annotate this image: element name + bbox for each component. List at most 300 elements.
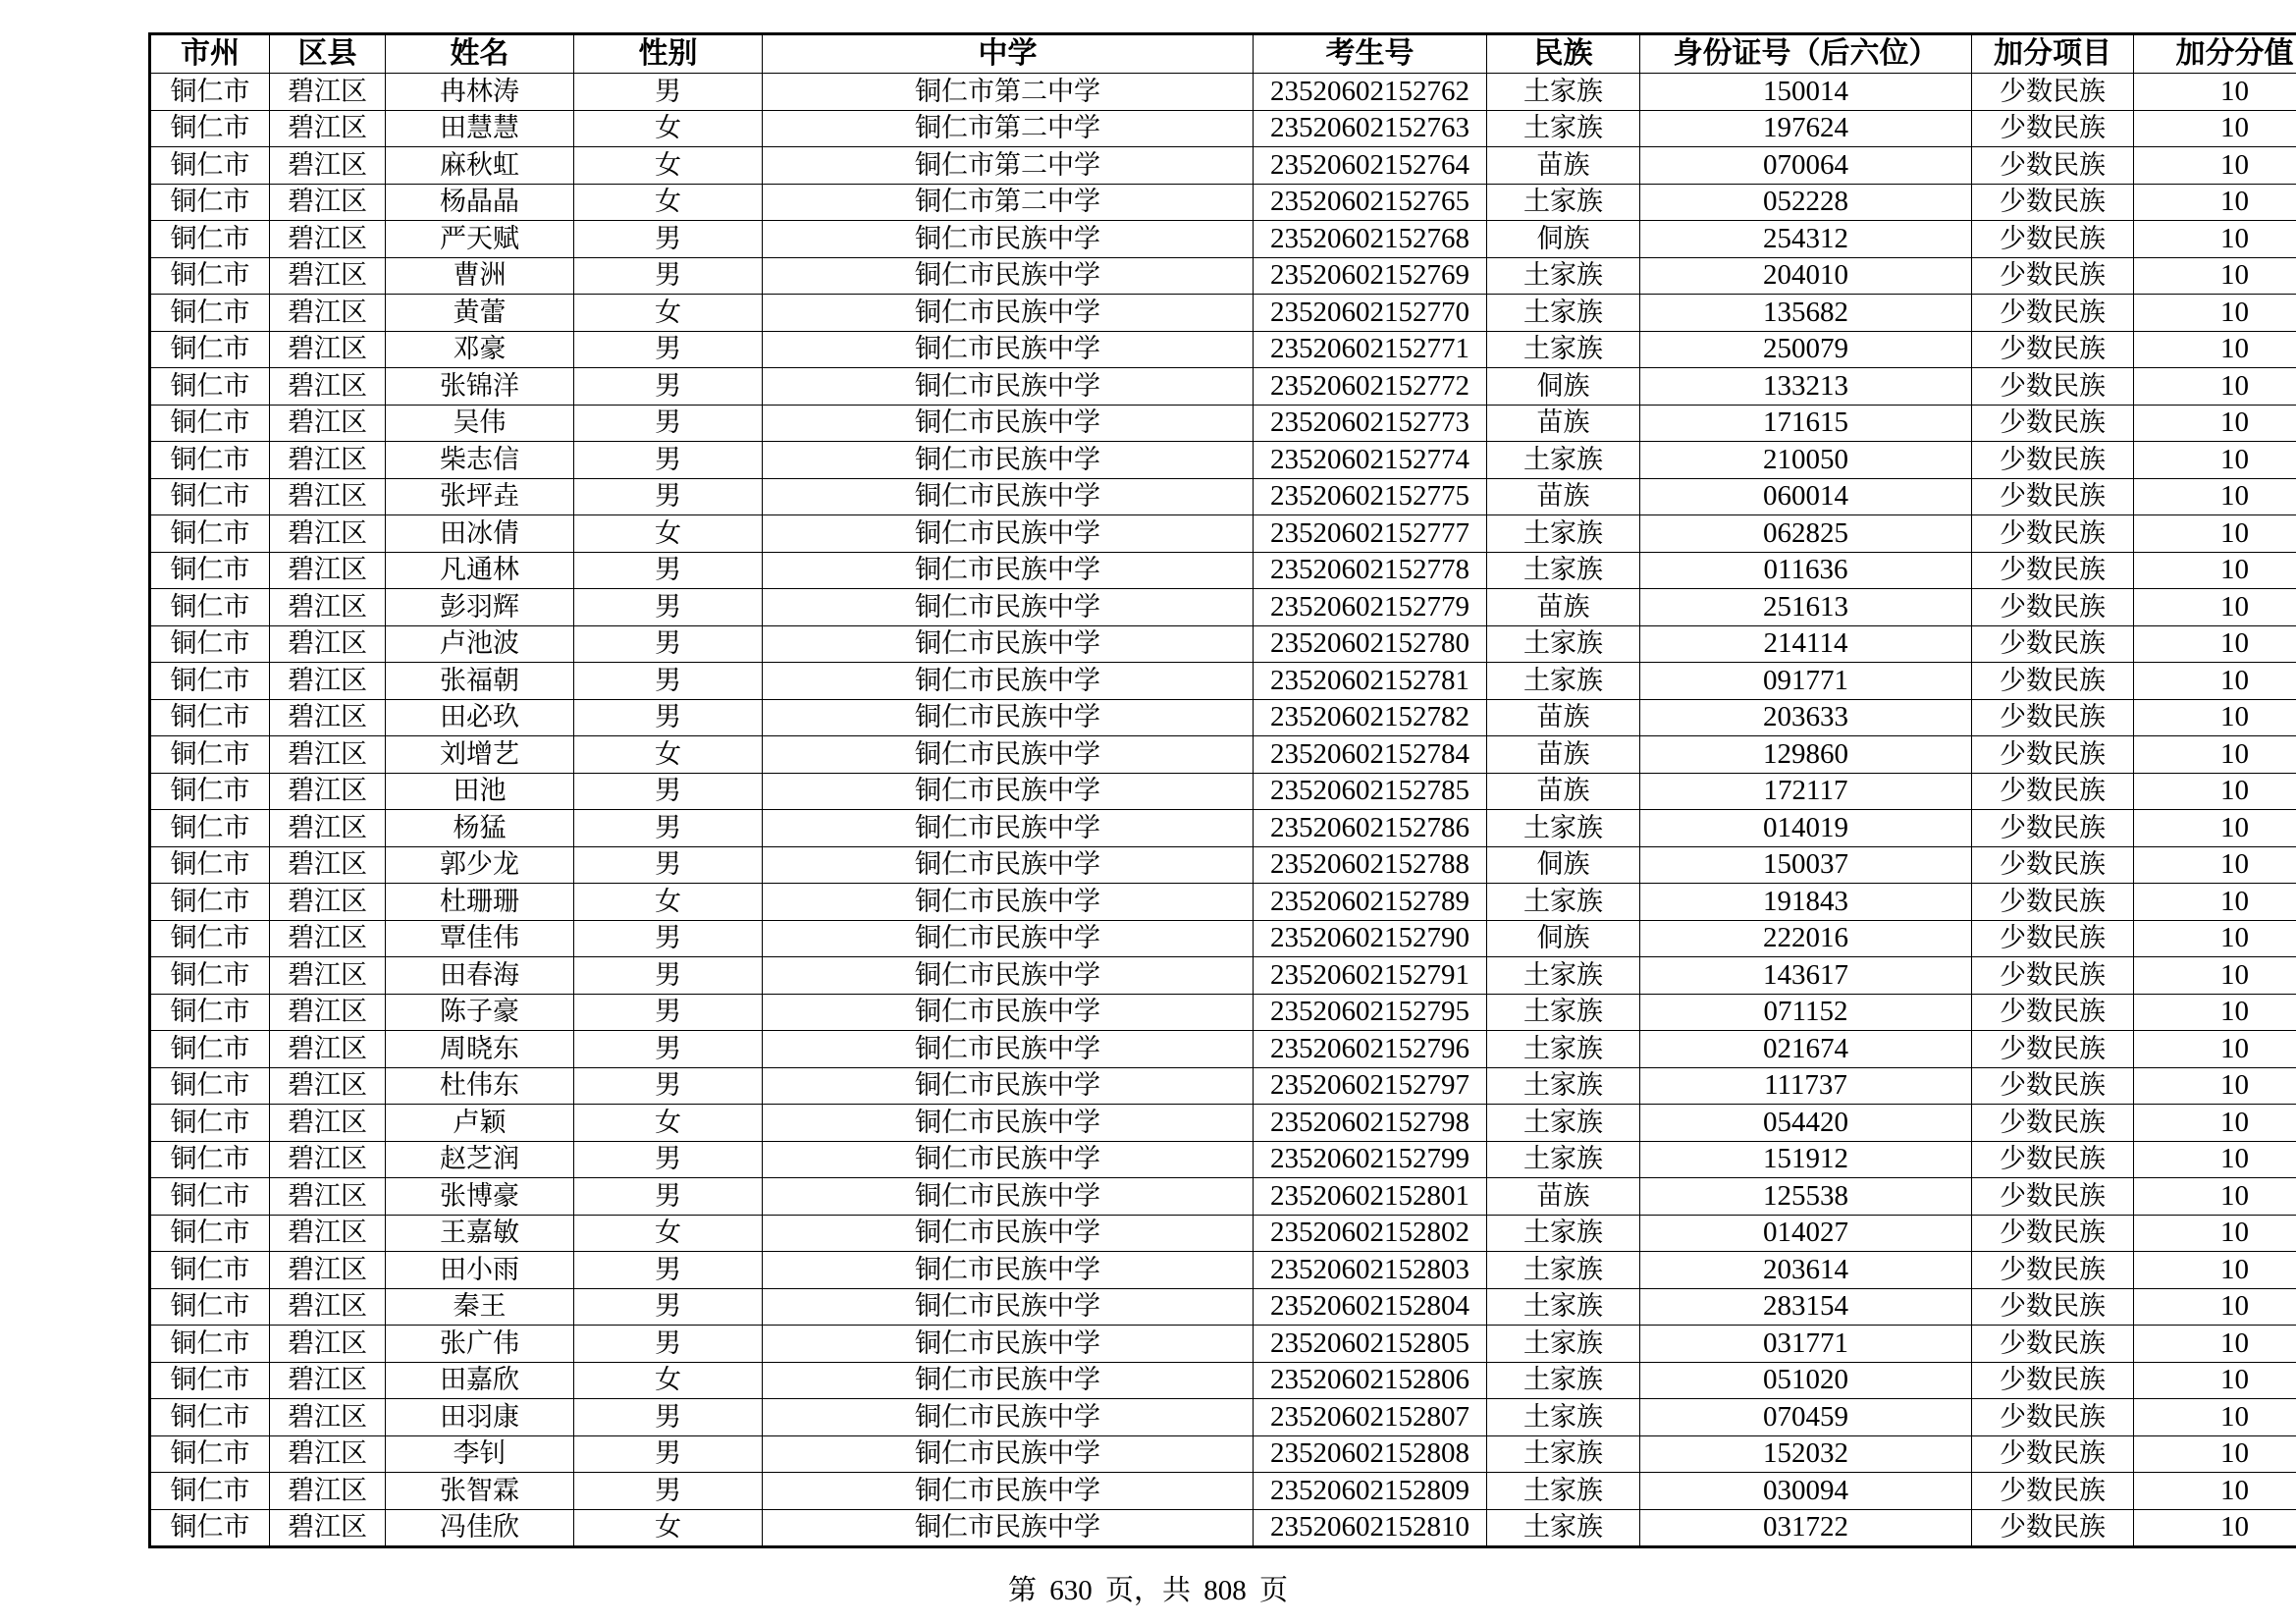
cell-district: 碧江区 — [270, 699, 386, 736]
cell-district: 碧江区 — [270, 1288, 386, 1326]
cell-city: 铜仁市 — [150, 1031, 270, 1068]
cell-school: 铜仁市民族中学 — [763, 994, 1254, 1031]
cell-name: 凡通林 — [386, 552, 574, 589]
cell-ethnicity: 苗族 — [1487, 736, 1640, 774]
cell-exam-number: 23520602152781 — [1254, 663, 1487, 700]
cell-gender: 女 — [574, 1509, 763, 1547]
cell-bonus-item: 少数民族 — [1972, 1178, 2134, 1216]
cell-id-last-six: 031771 — [1640, 1326, 1972, 1363]
table-row — [150, 1178, 2296, 1216]
cell-bonus-item: 少数民族 — [1972, 515, 2134, 553]
cell-exam-number: 23520602152762 — [1254, 74, 1487, 111]
cell-bonus-item: 少数民族 — [1972, 957, 2134, 995]
cell-district: 碧江区 — [270, 736, 386, 774]
cell-id-last-six: 051020 — [1640, 1362, 1972, 1399]
cell-name: 邓豪 — [386, 331, 574, 368]
cell-exam-number: 23520602152789 — [1254, 884, 1487, 921]
cell-school: 铜仁市民族中学 — [763, 699, 1254, 736]
cell-exam-number: 23520602152778 — [1254, 552, 1487, 589]
cell-id-last-six: 152032 — [1640, 1435, 1972, 1473]
cell-city: 铜仁市 — [150, 884, 270, 921]
cell-district: 碧江区 — [270, 884, 386, 921]
cell-city: 铜仁市 — [150, 1509, 270, 1547]
cell-bonus-item: 少数民族 — [1972, 368, 2134, 406]
cell-bonus-value: 10 — [2134, 74, 2296, 111]
cell-district: 碧江区 — [270, 368, 386, 406]
cell-id-last-six: 021674 — [1640, 1031, 1972, 1068]
cell-ethnicity: 土家族 — [1487, 1435, 1640, 1473]
cell-gender: 男 — [574, 1031, 763, 1068]
cell-ethnicity: 土家族 — [1487, 515, 1640, 553]
cell-exam-number: 23520602152791 — [1254, 957, 1487, 995]
cell-bonus-item: 少数民族 — [1972, 846, 2134, 884]
cell-gender: 男 — [574, 663, 763, 700]
cell-district: 碧江区 — [270, 663, 386, 700]
cell-name: 田必玖 — [386, 699, 574, 736]
cell-district: 碧江区 — [270, 920, 386, 957]
cell-gender: 女 — [574, 184, 763, 221]
cell-school: 铜仁市民族中学 — [763, 368, 1254, 406]
table-row — [150, 405, 2296, 442]
cell-bonus-value: 10 — [2134, 1252, 2296, 1289]
cell-district: 碧江区 — [270, 1178, 386, 1216]
header-bonus-value: 加分分值 — [2134, 34, 2296, 74]
header-gender: 性别 — [574, 34, 763, 74]
cell-name: 田嘉欣 — [386, 1362, 574, 1399]
cell-exam-number: 23520602152771 — [1254, 331, 1487, 368]
cell-exam-number: 23520602152780 — [1254, 625, 1487, 663]
cell-bonus-item: 少数民族 — [1972, 1141, 2134, 1178]
table-row — [150, 1326, 2296, 1363]
cell-id-last-six: 129860 — [1640, 736, 1972, 774]
cell-bonus-value: 10 — [2134, 515, 2296, 553]
cell-bonus-value: 10 — [2134, 295, 2296, 332]
cell-bonus-item: 少数民族 — [1972, 74, 2134, 111]
cell-city: 铜仁市 — [150, 1067, 270, 1105]
cell-name: 秦王 — [386, 1288, 574, 1326]
cell-gender: 男 — [574, 1288, 763, 1326]
cell-gender: 男 — [574, 957, 763, 995]
cell-district: 碧江区 — [270, 74, 386, 111]
cell-bonus-item: 少数民族 — [1972, 1509, 2134, 1547]
table-row — [150, 478, 2296, 515]
cell-id-last-six: 070064 — [1640, 147, 1972, 185]
cell-gender: 女 — [574, 110, 763, 147]
cell-gender: 男 — [574, 810, 763, 847]
cell-district: 碧江区 — [270, 846, 386, 884]
cell-city: 铜仁市 — [150, 736, 270, 774]
cell-school: 铜仁市民族中学 — [763, 1105, 1254, 1142]
cell-bonus-item: 少数民族 — [1972, 884, 2134, 921]
cell-exam-number: 23520602152795 — [1254, 994, 1487, 1031]
cell-bonus-item: 少数民族 — [1972, 295, 2134, 332]
cell-city: 铜仁市 — [150, 1141, 270, 1178]
header-name: 姓名 — [386, 34, 574, 74]
cell-id-last-six: 191843 — [1640, 884, 1972, 921]
table-row — [150, 736, 2296, 774]
cell-id-last-six: 203633 — [1640, 699, 1972, 736]
cell-name: 覃佳伟 — [386, 920, 574, 957]
cell-id-last-six: 052228 — [1640, 184, 1972, 221]
cell-bonus-item: 少数民族 — [1972, 1399, 2134, 1436]
cell-city: 铜仁市 — [150, 295, 270, 332]
cell-city: 铜仁市 — [150, 184, 270, 221]
cell-district: 碧江区 — [270, 257, 386, 295]
cell-exam-number: 23520602152790 — [1254, 920, 1487, 957]
cell-exam-number: 23520602152770 — [1254, 295, 1487, 332]
cell-gender: 男 — [574, 1473, 763, 1510]
cell-gender: 女 — [574, 1215, 763, 1252]
table-row — [150, 1509, 2296, 1547]
cell-name: 郭少龙 — [386, 846, 574, 884]
cell-city: 铜仁市 — [150, 699, 270, 736]
cell-gender: 男 — [574, 442, 763, 479]
cell-city: 铜仁市 — [150, 1288, 270, 1326]
cell-name: 冯佳欣 — [386, 1509, 574, 1547]
cell-bonus-item: 少数民族 — [1972, 773, 2134, 810]
table-row — [150, 589, 2296, 626]
cell-ethnicity: 土家族 — [1487, 1067, 1640, 1105]
cell-gender: 女 — [574, 736, 763, 774]
table-row — [150, 515, 2296, 553]
cell-school: 铜仁市民族中学 — [763, 1362, 1254, 1399]
cell-gender: 男 — [574, 1178, 763, 1216]
cell-id-last-six: 204010 — [1640, 257, 1972, 295]
cell-ethnicity: 苗族 — [1487, 773, 1640, 810]
cell-district: 碧江区 — [270, 147, 386, 185]
cell-exam-number: 23520602152763 — [1254, 110, 1487, 147]
cell-exam-number: 23520602152788 — [1254, 846, 1487, 884]
cell-exam-number: 23520602152801 — [1254, 1178, 1487, 1216]
cell-ethnicity: 土家族 — [1487, 1473, 1640, 1510]
cell-ethnicity: 土家族 — [1487, 1399, 1640, 1436]
table-row — [150, 1362, 2296, 1399]
cell-name: 杜珊珊 — [386, 884, 574, 921]
cell-bonus-item: 少数民族 — [1972, 257, 2134, 295]
cell-school: 铜仁市民族中学 — [763, 736, 1254, 774]
table-row — [150, 331, 2296, 368]
cell-id-last-six: 250079 — [1640, 331, 1972, 368]
cell-ethnicity: 土家族 — [1487, 295, 1640, 332]
cell-city: 铜仁市 — [150, 589, 270, 626]
cell-district: 碧江区 — [270, 957, 386, 995]
cell-id-last-six: 150037 — [1640, 846, 1972, 884]
cell-district: 碧江区 — [270, 1067, 386, 1105]
cell-city: 铜仁市 — [150, 110, 270, 147]
cell-name: 王嘉敏 — [386, 1215, 574, 1252]
cell-name: 田冰倩 — [386, 515, 574, 553]
cell-bonus-value: 10 — [2134, 810, 2296, 847]
cell-bonus-item: 少数民族 — [1972, 1435, 2134, 1473]
header-id-last-six: 身份证号（后六位） — [1640, 34, 1972, 74]
cell-ethnicity: 土家族 — [1487, 442, 1640, 479]
cell-district: 碧江区 — [270, 625, 386, 663]
cell-name: 麻秋虹 — [386, 147, 574, 185]
cell-bonus-value: 10 — [2134, 1141, 2296, 1178]
cell-name: 卢池波 — [386, 625, 574, 663]
cell-city: 铜仁市 — [150, 957, 270, 995]
cell-school: 铜仁市第二中学 — [763, 74, 1254, 111]
cell-id-last-six: 071152 — [1640, 994, 1972, 1031]
table-row — [150, 1435, 2296, 1473]
cell-name: 张智霖 — [386, 1473, 574, 1510]
cell-city: 铜仁市 — [150, 663, 270, 700]
cell-city: 铜仁市 — [150, 1178, 270, 1216]
cell-exam-number: 23520602152779 — [1254, 589, 1487, 626]
cell-exam-number: 23520602152764 — [1254, 147, 1487, 185]
cell-id-last-six: 054420 — [1640, 1105, 1972, 1142]
header-row — [150, 34, 2296, 74]
cell-school: 铜仁市民族中学 — [763, 1399, 1254, 1436]
cell-city: 铜仁市 — [150, 405, 270, 442]
cell-name: 杨晶晶 — [386, 184, 574, 221]
header-bonus-item: 加分项目 — [1972, 34, 2134, 74]
cell-city: 铜仁市 — [150, 1215, 270, 1252]
cell-ethnicity: 土家族 — [1487, 1252, 1640, 1289]
table-row — [150, 625, 2296, 663]
cell-exam-number: 23520602152805 — [1254, 1326, 1487, 1363]
cell-gender: 女 — [574, 1362, 763, 1399]
cell-bonus-value: 10 — [2134, 405, 2296, 442]
header-city: 市州 — [150, 34, 270, 74]
cell-name: 陈子豪 — [386, 994, 574, 1031]
table-row — [150, 147, 2296, 185]
cell-school: 铜仁市民族中学 — [763, 589, 1254, 626]
cell-district: 碧江区 — [270, 1509, 386, 1547]
cell-school: 铜仁市第二中学 — [763, 110, 1254, 147]
table-row — [150, 442, 2296, 479]
cell-ethnicity: 土家族 — [1487, 1362, 1640, 1399]
cell-school: 铜仁市民族中学 — [763, 221, 1254, 258]
cell-city: 铜仁市 — [150, 1362, 270, 1399]
header-school: 中学 — [763, 34, 1254, 74]
cell-bonus-item: 少数民族 — [1972, 1473, 2134, 1510]
cell-district: 碧江区 — [270, 773, 386, 810]
cell-city: 铜仁市 — [150, 1252, 270, 1289]
cell-id-last-six: 150014 — [1640, 74, 1972, 111]
cell-bonus-value: 10 — [2134, 1473, 2296, 1510]
cell-district: 碧江区 — [270, 1435, 386, 1473]
cell-city: 铜仁市 — [150, 994, 270, 1031]
cell-exam-number: 23520602152802 — [1254, 1215, 1487, 1252]
cell-ethnicity: 土家族 — [1487, 1105, 1640, 1142]
cell-bonus-value: 10 — [2134, 589, 2296, 626]
table-row — [150, 221, 2296, 258]
cell-gender: 男 — [574, 1326, 763, 1363]
cell-school: 铜仁市民族中学 — [763, 846, 1254, 884]
cell-city: 铜仁市 — [150, 368, 270, 406]
cell-district: 碧江区 — [270, 405, 386, 442]
cell-exam-number: 23520602152784 — [1254, 736, 1487, 774]
cell-city: 铜仁市 — [150, 74, 270, 111]
cell-exam-number: 23520602152806 — [1254, 1362, 1487, 1399]
table-row — [150, 846, 2296, 884]
cell-gender: 女 — [574, 884, 763, 921]
cell-bonus-item: 少数民族 — [1972, 699, 2134, 736]
cell-ethnicity: 土家族 — [1487, 810, 1640, 847]
cell-name: 刘增艺 — [386, 736, 574, 774]
cell-gender: 女 — [574, 1105, 763, 1142]
table-row — [150, 257, 2296, 295]
cell-ethnicity: 土家族 — [1487, 1141, 1640, 1178]
cell-city: 铜仁市 — [150, 1399, 270, 1436]
cell-ethnicity: 侗族 — [1487, 846, 1640, 884]
cell-bonus-value: 10 — [2134, 625, 2296, 663]
cell-bonus-value: 10 — [2134, 1435, 2296, 1473]
cell-id-last-six: 125538 — [1640, 1178, 1972, 1216]
cell-bonus-item: 少数民族 — [1972, 663, 2134, 700]
cell-district: 碧江区 — [270, 1326, 386, 1363]
table-row — [150, 295, 2296, 332]
cell-district: 碧江区 — [270, 221, 386, 258]
cell-id-last-six: 172117 — [1640, 773, 1972, 810]
cell-name: 田羽康 — [386, 1399, 574, 1436]
cell-gender: 男 — [574, 1399, 763, 1436]
cell-exam-number: 23520602152782 — [1254, 699, 1487, 736]
cell-city: 铜仁市 — [150, 221, 270, 258]
cell-district: 碧江区 — [270, 515, 386, 553]
cell-gender: 男 — [574, 405, 763, 442]
cell-name: 李钊 — [386, 1435, 574, 1473]
cell-gender: 男 — [574, 74, 763, 111]
cell-school: 铜仁市民族中学 — [763, 1178, 1254, 1216]
cell-bonus-value: 10 — [2134, 110, 2296, 147]
table-row — [150, 884, 2296, 921]
cell-id-last-six: 014027 — [1640, 1215, 1972, 1252]
cell-school: 铜仁市民族中学 — [763, 257, 1254, 295]
cell-exam-number: 23520602152769 — [1254, 257, 1487, 295]
cell-gender: 男 — [574, 1435, 763, 1473]
cell-district: 碧江区 — [270, 1141, 386, 1178]
cell-id-last-six: 060014 — [1640, 478, 1972, 515]
cell-school: 铜仁市民族中学 — [763, 1215, 1254, 1252]
cell-name: 黄蕾 — [386, 295, 574, 332]
cell-gender: 男 — [574, 1252, 763, 1289]
cell-district: 碧江区 — [270, 1473, 386, 1510]
cell-bonus-value: 10 — [2134, 663, 2296, 700]
cell-bonus-item: 少数民族 — [1972, 442, 2134, 479]
cell-bonus-item: 少数民族 — [1972, 1105, 2134, 1142]
cell-city: 铜仁市 — [150, 257, 270, 295]
cell-exam-number: 23520602152809 — [1254, 1473, 1487, 1510]
page-number: 第 630 页，共 808 页 — [1007, 1575, 1288, 1606]
cell-id-last-six: 151912 — [1640, 1141, 1972, 1178]
cell-gender: 男 — [574, 331, 763, 368]
cell-city: 铜仁市 — [150, 625, 270, 663]
cell-ethnicity: 土家族 — [1487, 625, 1640, 663]
cell-gender: 女 — [574, 147, 763, 185]
cell-id-last-six: 111737 — [1640, 1067, 1972, 1105]
table-row — [150, 957, 2296, 995]
cell-ethnicity: 侗族 — [1487, 368, 1640, 406]
cell-bonus-value: 10 — [2134, 736, 2296, 774]
cell-city: 铜仁市 — [150, 1105, 270, 1142]
cell-city: 铜仁市 — [150, 442, 270, 479]
cell-gender: 男 — [574, 773, 763, 810]
cell-id-last-six: 171615 — [1640, 405, 1972, 442]
cell-bonus-item: 少数民族 — [1972, 478, 2134, 515]
cell-gender: 女 — [574, 295, 763, 332]
cell-bonus-value: 10 — [2134, 773, 2296, 810]
cell-id-last-six: 011636 — [1640, 552, 1972, 589]
cell-district: 碧江区 — [270, 1399, 386, 1436]
cell-ethnicity: 苗族 — [1487, 478, 1640, 515]
cell-city: 铜仁市 — [150, 147, 270, 185]
table-row — [150, 699, 2296, 736]
cell-name: 吴伟 — [386, 405, 574, 442]
header-exam-number: 考生号 — [1254, 34, 1487, 74]
cell-name: 田小雨 — [386, 1252, 574, 1289]
cell-school: 铜仁市民族中学 — [763, 810, 1254, 847]
cell-city: 铜仁市 — [150, 773, 270, 810]
cell-gender: 男 — [574, 920, 763, 957]
table-row — [150, 74, 2296, 111]
cell-city: 铜仁市 — [150, 920, 270, 957]
cell-name: 杨猛 — [386, 810, 574, 847]
bonus-points-table — [148, 32, 2296, 1548]
cell-bonus-value: 10 — [2134, 846, 2296, 884]
cell-ethnicity: 土家族 — [1487, 994, 1640, 1031]
cell-bonus-item: 少数民族 — [1972, 1215, 2134, 1252]
cell-exam-number: 23520602152807 — [1254, 1399, 1487, 1436]
cell-name: 张博豪 — [386, 1178, 574, 1216]
cell-district: 碧江区 — [270, 552, 386, 589]
cell-gender: 女 — [574, 515, 763, 553]
cell-id-last-six: 014019 — [1640, 810, 1972, 847]
table-row — [150, 1141, 2296, 1178]
cell-bonus-value: 10 — [2134, 957, 2296, 995]
cell-bonus-value: 10 — [2134, 994, 2296, 1031]
cell-school: 铜仁市民族中学 — [763, 405, 1254, 442]
cell-ethnicity: 土家族 — [1487, 1215, 1640, 1252]
table-row — [150, 368, 2296, 406]
cell-bonus-value: 10 — [2134, 331, 2296, 368]
cell-exam-number: 23520602152810 — [1254, 1509, 1487, 1547]
cell-school: 铜仁市民族中学 — [763, 515, 1254, 553]
cell-city: 铜仁市 — [150, 515, 270, 553]
table-row — [150, 1288, 2296, 1326]
cell-school: 铜仁市民族中学 — [763, 1288, 1254, 1326]
cell-name: 卢颖 — [386, 1105, 574, 1142]
cell-id-last-six: 222016 — [1640, 920, 1972, 957]
cell-bonus-item: 少数民族 — [1972, 147, 2134, 185]
cell-exam-number: 23520602152785 — [1254, 773, 1487, 810]
cell-ethnicity: 苗族 — [1487, 699, 1640, 736]
cell-bonus-value: 10 — [2134, 1067, 2296, 1105]
cell-district: 碧江区 — [270, 994, 386, 1031]
cell-bonus-value: 10 — [2134, 368, 2296, 406]
cell-ethnicity: 土家族 — [1487, 1509, 1640, 1547]
cell-city: 铜仁市 — [150, 810, 270, 847]
cell-bonus-item: 少数民族 — [1972, 221, 2134, 258]
cell-city: 铜仁市 — [150, 331, 270, 368]
cell-id-last-six: 203614 — [1640, 1252, 1972, 1289]
cell-exam-number: 23520602152798 — [1254, 1105, 1487, 1142]
cell-ethnicity: 土家族 — [1487, 257, 1640, 295]
cell-id-last-six: 062825 — [1640, 515, 1972, 553]
cell-bonus-value: 10 — [2134, 1509, 2296, 1547]
cell-city: 铜仁市 — [150, 478, 270, 515]
cell-exam-number: 23520602152808 — [1254, 1435, 1487, 1473]
cell-exam-number: 23520602152765 — [1254, 184, 1487, 221]
cell-bonus-value: 10 — [2134, 184, 2296, 221]
cell-id-last-six: 143617 — [1640, 957, 1972, 995]
cell-bonus-item: 少数民族 — [1972, 1326, 2134, 1363]
cell-city: 铜仁市 — [150, 1435, 270, 1473]
cell-ethnicity: 土家族 — [1487, 1288, 1640, 1326]
cell-id-last-six: 133213 — [1640, 368, 1972, 406]
cell-school: 铜仁市民族中学 — [763, 1435, 1254, 1473]
